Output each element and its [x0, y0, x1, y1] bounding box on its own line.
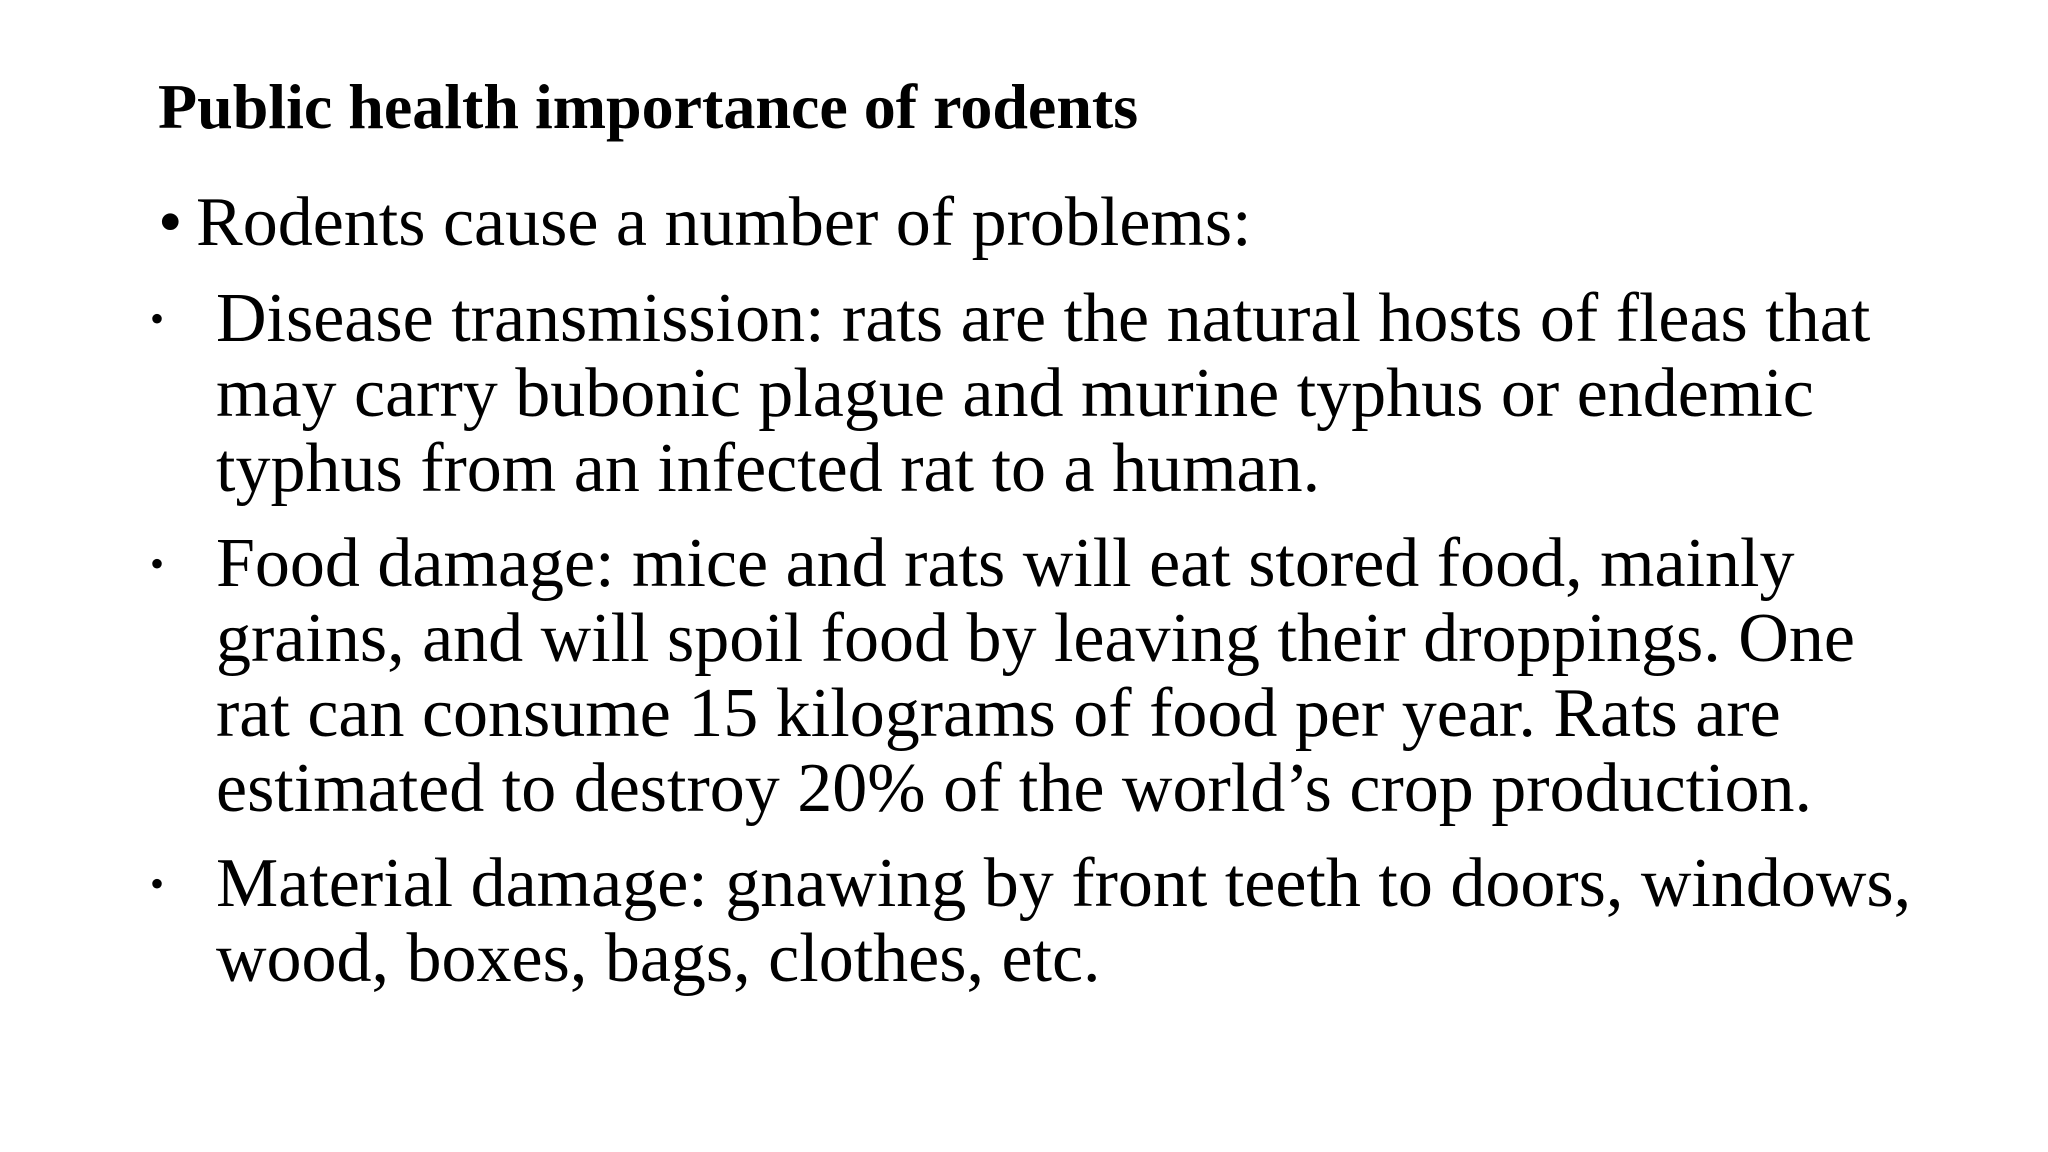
list-item-line: typhus from an infected rat to a human.	[216, 430, 1321, 507]
list-item-line: may carry bubonic plague and murine typhus or endemic	[216, 355, 1814, 432]
list-item-line: grains, and will spoil food by leaving their droppings. One	[216, 600, 1855, 677]
list-item-line: estimated to destroy 20% of the world’s crop production.	[216, 750, 1813, 827]
list-item-line: Material damage: gnawing by front teeth to doors, windows,	[216, 845, 1912, 922]
bullet-marker: •	[150, 541, 165, 586]
bullet-marker: •	[150, 861, 165, 906]
list-item-disease-transmission	[150, 281, 1950, 506]
list-item-food-damage	[150, 526, 1950, 826]
intro-text: Rodents cause a number of problems:	[196, 184, 1252, 261]
list-item-material-damage	[150, 846, 1950, 996]
bullet-list	[150, 281, 1950, 1016]
intro-bullet	[158, 183, 1252, 263]
bullet-marker: •	[158, 184, 183, 261]
list-item-line: rat can consume 15 kilograms of food per year. Rats are	[216, 675, 1781, 752]
list-item-line: Food damage: mice and rats will eat stored food, mainly	[216, 525, 1795, 602]
slide-title: Public health importance of rodents	[158, 71, 1139, 142]
list-item-line: Disease transmission: rats are the natural hosts of fleas that	[216, 280, 1871, 357]
bullet-marker: •	[150, 296, 165, 341]
list-item-line: wood, boxes, bags, clothes, etc.	[216, 920, 1101, 997]
